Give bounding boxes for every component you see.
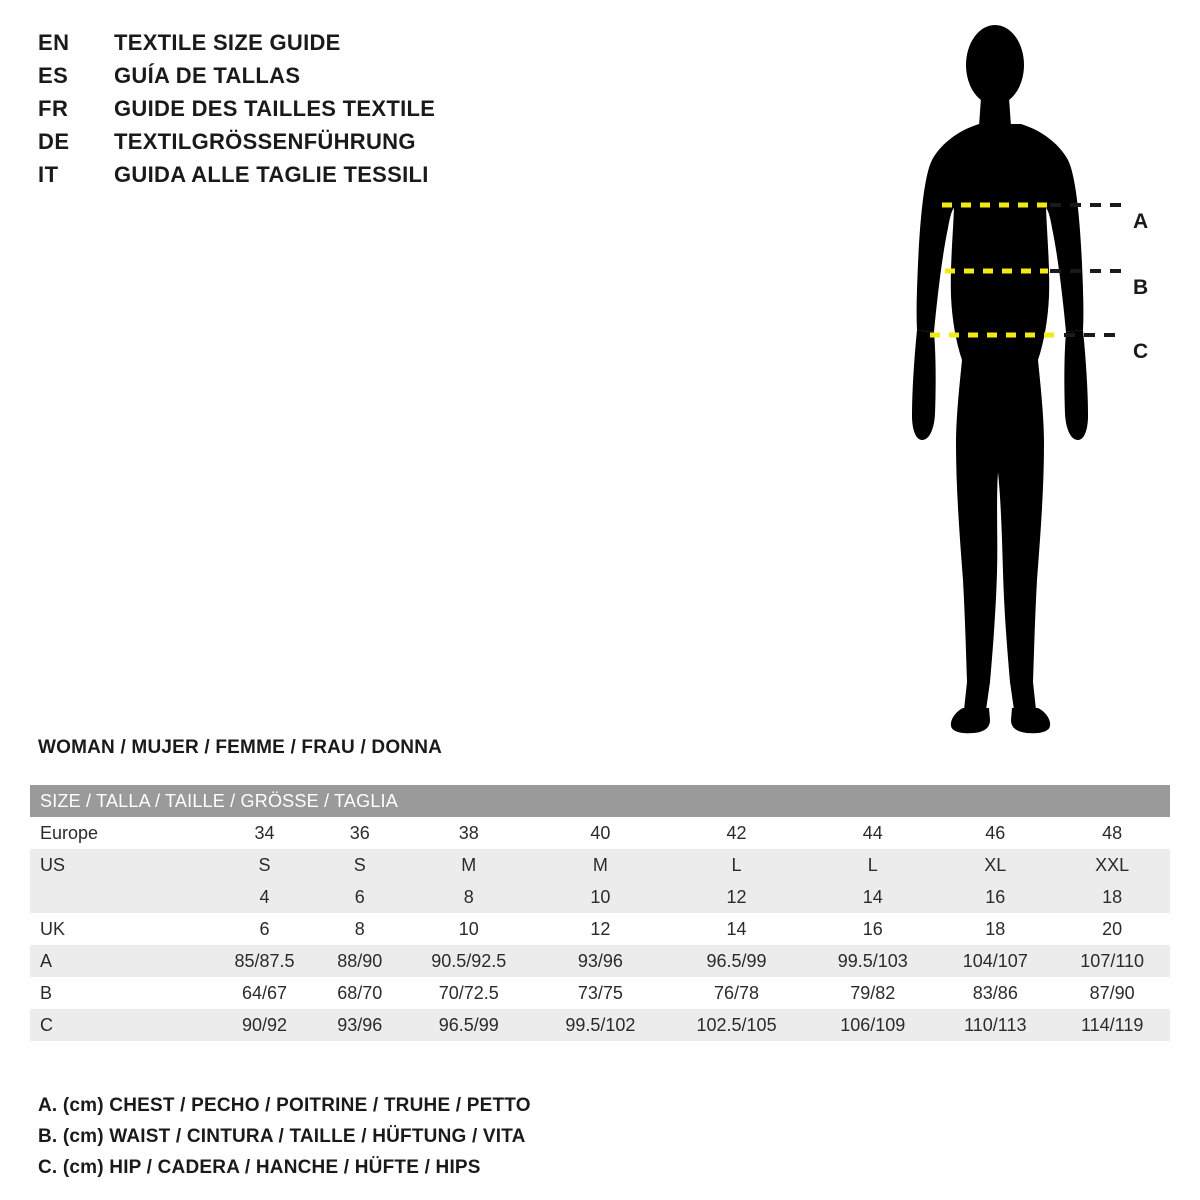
table-cell: 93/96 — [577, 950, 623, 971]
body-silhouette-figure — [850, 20, 1180, 740]
language-title: TEXTILE SIZE GUIDE — [114, 30, 341, 55]
table-cell: 10 — [458, 918, 479, 939]
female-silhouette-icon — [850, 20, 1180, 740]
table-cell: 104/107 — [962, 950, 1028, 971]
table-cell: 6 — [259, 918, 270, 939]
language-title: TEXTILGRÖSSENFÜHRUNG — [114, 129, 416, 154]
table-cell: 46 — [985, 822, 1006, 843]
language-code: FR — [38, 96, 69, 121]
table-cell: 18 — [1102, 886, 1123, 907]
table-cell: S — [353, 854, 366, 875]
language-row — [38, 96, 658, 129]
table-cell: M — [461, 854, 477, 875]
table-cell: 90/92 — [241, 1014, 287, 1035]
table-cell: 8 — [463, 886, 474, 907]
table-cell: 96.5/99 — [438, 1014, 499, 1035]
table-cell: 36 — [349, 822, 370, 843]
measurement-marker-a: A — [1133, 210, 1149, 233]
table-cell: XL — [984, 854, 1007, 875]
table-cell: 93/96 — [337, 1014, 383, 1035]
table-cell: 68/70 — [337, 982, 383, 1003]
table-cell: 73/75 — [577, 982, 623, 1003]
language-row — [38, 129, 658, 162]
table-cell: 48 — [1102, 822, 1123, 843]
table-cell: 110/113 — [964, 1014, 1027, 1035]
language-title: GUIDA ALLE TAGLIE TESSILI — [114, 162, 429, 187]
table-cell: 20 — [1102, 918, 1123, 939]
language-row — [38, 63, 658, 96]
table-cell: 14 — [862, 886, 883, 907]
table-cell: 102.5/105 — [696, 1014, 777, 1035]
table-cell: 106/109 — [840, 1014, 906, 1035]
language-title: GUÍA DE TALLAS — [114, 63, 301, 88]
table-cell: 88/90 — [337, 950, 383, 971]
language-code: ES — [38, 63, 69, 88]
measurement-marker-c: C — [1133, 340, 1149, 363]
table-cell: 16 — [985, 886, 1006, 907]
table-cell: 6 — [354, 886, 365, 907]
language-title-list — [38, 30, 658, 195]
table-cell: 99.5/102 — [565, 1014, 636, 1035]
table-cell: 12 — [590, 918, 611, 939]
table-row — [30, 817, 1170, 849]
row-label: C — [40, 1014, 53, 1035]
table-cell: 38 — [458, 822, 479, 843]
table-cell: 114/119 — [1080, 1014, 1144, 1035]
section-title: WOMAN / MUJER / FEMME / FRAU / DONNA — [38, 737, 443, 758]
table-cell: 76/78 — [714, 982, 760, 1003]
table-cell: 96.5/99 — [706, 950, 767, 971]
row-label — [30, 881, 210, 913]
table-row — [30, 913, 1170, 945]
row-label: US — [40, 854, 66, 875]
table-row — [30, 849, 1170, 881]
table-cell: 4 — [259, 886, 270, 907]
table-cell: 18 — [985, 918, 1006, 939]
table-cell: 79/82 — [850, 982, 896, 1003]
table-cell: 44 — [862, 822, 883, 843]
row-label: UK — [40, 918, 66, 939]
table-cell: 8 — [354, 918, 365, 939]
row-label: B — [40, 982, 53, 1003]
table-row — [30, 1009, 1170, 1041]
table-cell: L — [731, 854, 742, 875]
table-cell: 42 — [726, 822, 747, 843]
footnote-waist: B. (cm) WAIST / CINTURA / TAILLE / HÜFTUNG / VITA — [38, 1126, 526, 1147]
table-cell: L — [867, 854, 878, 875]
table-row — [30, 881, 1170, 913]
table-cell: 10 — [590, 886, 611, 907]
row-label: Europe — [40, 822, 99, 843]
table-cell: 83/86 — [972, 982, 1018, 1003]
table-cell: 12 — [726, 886, 747, 907]
language-title: GUIDE DES TAILLES TEXTILE — [114, 96, 436, 121]
table-cell: M — [592, 854, 608, 875]
table-cell: 64/67 — [241, 982, 287, 1003]
table-cell: 99.5/103 — [837, 950, 908, 971]
language-code: EN — [38, 30, 70, 55]
table-cell: 16 — [862, 918, 883, 939]
table-cell: 14 — [726, 918, 747, 939]
language-row — [38, 162, 658, 195]
language-code: IT — [38, 162, 59, 187]
language-code: DE — [38, 129, 70, 154]
language-row — [38, 30, 658, 63]
table-row — [30, 945, 1170, 977]
table-cell: S — [258, 854, 271, 875]
row-label: A — [40, 950, 53, 971]
table-cell: 87/90 — [1089, 982, 1135, 1003]
table-cell: 70/72.5 — [438, 982, 499, 1003]
footnote-list — [38, 1090, 838, 1183]
table-cell: 85/87.5 — [234, 950, 295, 971]
table-cell: 40 — [590, 822, 611, 843]
table-cell: XXL — [1095, 854, 1130, 875]
table-cell: 107/110 — [1080, 950, 1145, 971]
table-header-label: SIZE / TALLA / TAILLE / GRÖSSE / TAGLIA — [40, 790, 398, 811]
table-cell: 34 — [254, 822, 275, 843]
footnote-chest: A. (cm) CHEST / PECHO / POITRINE / TRUHE / PETTO — [38, 1095, 531, 1116]
size-table — [30, 785, 1170, 1041]
footnote-hip: C. (cm) HIP / CADERA / HANCHE / HÜFTE / HIPS — [38, 1157, 481, 1178]
measurement-marker-b: B — [1133, 276, 1149, 299]
table-header-row — [30, 785, 1170, 817]
table-row — [30, 977, 1170, 1009]
table-cell: 90.5/92.5 — [431, 950, 507, 971]
